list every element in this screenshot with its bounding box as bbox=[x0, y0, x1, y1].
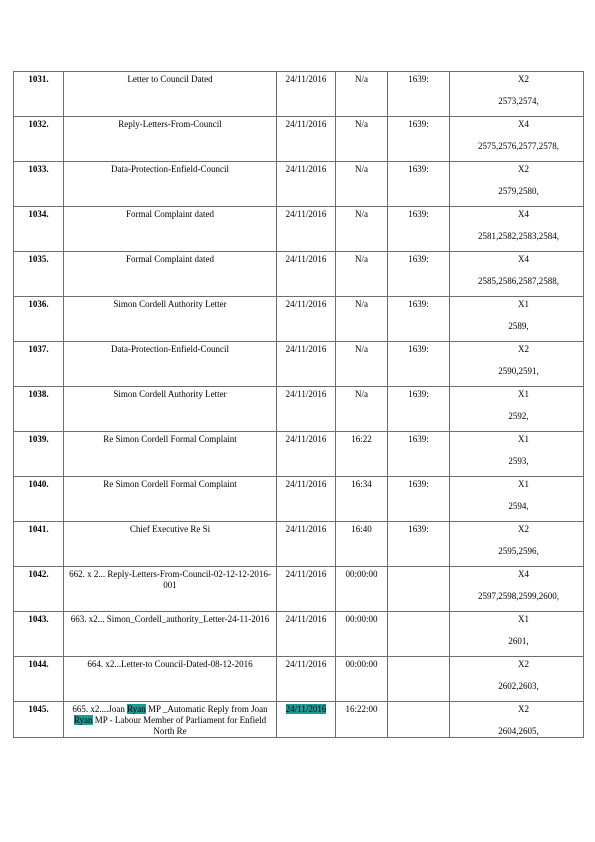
row-time: N/a bbox=[336, 342, 388, 387]
row-reference bbox=[388, 567, 450, 612]
row-description: Reply-Letters-From-Council bbox=[64, 117, 277, 162]
row-time: N/a bbox=[336, 162, 388, 207]
row-date: 24/11/2016 bbox=[277, 567, 336, 612]
row-number: 1032. bbox=[14, 117, 64, 162]
row-date: 24/11/2016 bbox=[277, 477, 336, 522]
row-pages bbox=[450, 342, 584, 387]
row-time: 16:22 bbox=[336, 432, 388, 477]
page-count: X2 bbox=[518, 524, 529, 534]
table-body bbox=[14, 72, 584, 738]
table-row bbox=[14, 117, 584, 162]
row-number: 1035. bbox=[14, 252, 64, 297]
row-description: Chief Executive Re Si bbox=[64, 522, 277, 567]
row-number: 1040. bbox=[14, 477, 64, 522]
table-row bbox=[14, 702, 584, 738]
description-text: MP _Automatic Reply from Joan bbox=[145, 704, 268, 714]
table-row bbox=[14, 522, 584, 567]
row-number: 1042. bbox=[14, 567, 64, 612]
page-numbers: 2602,2603, bbox=[498, 681, 539, 691]
page-count: X1 bbox=[518, 434, 529, 444]
row-description: Simon Cordell Authority Letter bbox=[64, 297, 277, 342]
page-numbers: 2592, bbox=[508, 411, 529, 421]
row-pages bbox=[450, 297, 584, 342]
page-count: X2 bbox=[518, 704, 529, 714]
row-reference: 1639: bbox=[388, 342, 450, 387]
page-numbers: 2573,2574, bbox=[498, 96, 539, 106]
page-count: X2 bbox=[518, 344, 529, 354]
row-pages bbox=[450, 162, 584, 207]
page-count: X1 bbox=[518, 614, 529, 624]
row-reference: 1639: bbox=[388, 297, 450, 342]
row-pages bbox=[450, 522, 584, 567]
row-date: 24/11/2016 bbox=[277, 522, 336, 567]
page-numbers: 2589, bbox=[508, 321, 529, 331]
row-description: Re Simon Cordell Formal Complaint bbox=[64, 432, 277, 477]
page-count: X4 bbox=[518, 254, 529, 264]
row-reference bbox=[388, 657, 450, 702]
highlighted-text: Ryan bbox=[127, 704, 146, 714]
row-number: 1033. bbox=[14, 162, 64, 207]
table-row bbox=[14, 207, 584, 252]
table-row bbox=[14, 297, 584, 342]
table-row bbox=[14, 72, 584, 117]
row-reference: 1639: bbox=[388, 477, 450, 522]
page-numbers: 2604,2605, bbox=[498, 726, 539, 736]
row-description: Letter to Council Dated bbox=[64, 72, 277, 117]
row-reference bbox=[388, 702, 450, 738]
row-date: 24/11/2016 bbox=[277, 342, 336, 387]
table-row bbox=[14, 252, 584, 297]
row-number: 1044. bbox=[14, 657, 64, 702]
row-date: 24/11/2016 bbox=[277, 252, 336, 297]
row-time: N/a bbox=[336, 207, 388, 252]
row-pages bbox=[450, 72, 584, 117]
row-number: 1045. bbox=[14, 702, 64, 738]
row-pages bbox=[450, 432, 584, 477]
highlighted-text: Ryan bbox=[73, 715, 93, 725]
document-table bbox=[13, 71, 584, 738]
row-date: 24/11/2016 bbox=[277, 162, 336, 207]
row-reference: 1639: bbox=[388, 522, 450, 567]
page-numbers: 2593, bbox=[508, 456, 529, 466]
row-time: 00:00:00 bbox=[336, 567, 388, 612]
row-description: Data-Protection-Enfield-Council bbox=[64, 162, 277, 207]
page-numbers: 2590,2591, bbox=[498, 366, 539, 376]
row-time: 00:00:00 bbox=[336, 657, 388, 702]
row-time: N/a bbox=[336, 252, 388, 297]
page-count: X4 bbox=[518, 209, 529, 219]
table-row bbox=[14, 162, 584, 207]
page-numbers: 2597,2598,2599,2600, bbox=[478, 591, 559, 601]
row-number: 1043. bbox=[14, 612, 64, 657]
table-row bbox=[14, 477, 584, 522]
page-numbers: 2575,2576,2577,2578, bbox=[478, 141, 559, 151]
row-description: 664. x2...Letter-to Council-Dated-08-12-2016 bbox=[64, 657, 277, 702]
page-numbers: 2581,2582,2583,2584, bbox=[478, 231, 559, 241]
page-count: X4 bbox=[518, 569, 529, 579]
row-reference: 1639: bbox=[388, 387, 450, 432]
row-number: 1036. bbox=[14, 297, 64, 342]
row-number: 1037. bbox=[14, 342, 64, 387]
row-date: 24/11/2016 bbox=[277, 207, 336, 252]
row-description: Formal Complaint dated bbox=[64, 252, 277, 297]
page-count: X1 bbox=[518, 299, 529, 309]
table-row bbox=[14, 657, 584, 702]
row-time: 00:00:00 bbox=[336, 612, 388, 657]
row-reference: 1639: bbox=[388, 72, 450, 117]
row-reference: 1639: bbox=[388, 432, 450, 477]
page-numbers: 2594, bbox=[508, 501, 529, 511]
row-pages bbox=[450, 657, 584, 702]
row-pages bbox=[450, 117, 584, 162]
row-reference: 1639: bbox=[388, 162, 450, 207]
row-date: 24/11/2016 bbox=[277, 117, 336, 162]
row-time: 16:34 bbox=[336, 477, 388, 522]
row-date: 24/11/2016 bbox=[277, 432, 336, 477]
row-time: N/a bbox=[336, 117, 388, 162]
row-pages bbox=[450, 252, 584, 297]
page-numbers: 2595,2596, bbox=[498, 546, 539, 556]
row-description: Simon Cordell Authority Letter bbox=[64, 387, 277, 432]
row-date: 24/11/2016 bbox=[277, 387, 336, 432]
row-description: Data-Protection-Enfield-Council bbox=[64, 342, 277, 387]
row-description: Formal Complaint dated bbox=[64, 207, 277, 252]
table-row bbox=[14, 342, 584, 387]
row-description: Re Simon Cordell Formal Complaint bbox=[64, 477, 277, 522]
row-time: 16:40 bbox=[336, 522, 388, 567]
row-description: 662. x 2... Reply-Letters-From-Council-02-12-12-2016-001 bbox=[64, 567, 277, 612]
row-reference bbox=[388, 612, 450, 657]
page-count: X1 bbox=[518, 389, 529, 399]
row-pages bbox=[450, 477, 584, 522]
row-description: 663. x2... Simon_Cordell_authority_Letter-24-11-2016 bbox=[64, 612, 277, 657]
page-count: X2 bbox=[518, 659, 529, 669]
highlighted-date: 24/11/2016 bbox=[285, 704, 327, 714]
row-date: 24/11/2016 bbox=[277, 612, 336, 657]
table-row bbox=[14, 387, 584, 432]
row-reference: 1639: bbox=[388, 117, 450, 162]
table-row bbox=[14, 567, 584, 612]
row-pages bbox=[450, 702, 584, 738]
row-number: 1039. bbox=[14, 432, 64, 477]
page-numbers: 2601, bbox=[508, 636, 529, 646]
row-number: 1034. bbox=[14, 207, 64, 252]
row-number: 1041. bbox=[14, 522, 64, 567]
row-reference: 1639: bbox=[388, 252, 450, 297]
row-date: 24/11/2016 bbox=[277, 72, 336, 117]
row-date: 24/11/2016 bbox=[277, 657, 336, 702]
row-time: N/a bbox=[336, 72, 388, 117]
row-time: 16:22:00 bbox=[336, 702, 388, 738]
row-description bbox=[64, 702, 277, 738]
row-time: N/a bbox=[336, 297, 388, 342]
row-pages bbox=[450, 387, 584, 432]
row-reference: 1639: bbox=[388, 207, 450, 252]
page-count: X1 bbox=[518, 479, 529, 489]
row-date bbox=[277, 702, 336, 738]
description-text: 665. x2....Joan bbox=[72, 704, 128, 714]
row-number: 1031. bbox=[14, 72, 64, 117]
description-text: MP - Labour Member of Parliament for Enfield North Re bbox=[92, 715, 267, 736]
row-time: N/a bbox=[336, 387, 388, 432]
page-count: X4 bbox=[518, 119, 529, 129]
page-count: X2 bbox=[518, 164, 529, 174]
row-date: 24/11/2016 bbox=[277, 297, 336, 342]
row-number: 1038. bbox=[14, 387, 64, 432]
table-row bbox=[14, 432, 584, 477]
page-numbers: 2585,2586,2587,2588, bbox=[478, 276, 559, 286]
page-numbers: 2579,2580, bbox=[498, 186, 539, 196]
page-count: X2 bbox=[518, 74, 529, 84]
row-pages bbox=[450, 207, 584, 252]
table-row bbox=[14, 612, 584, 657]
row-pages bbox=[450, 612, 584, 657]
row-pages bbox=[450, 567, 584, 612]
